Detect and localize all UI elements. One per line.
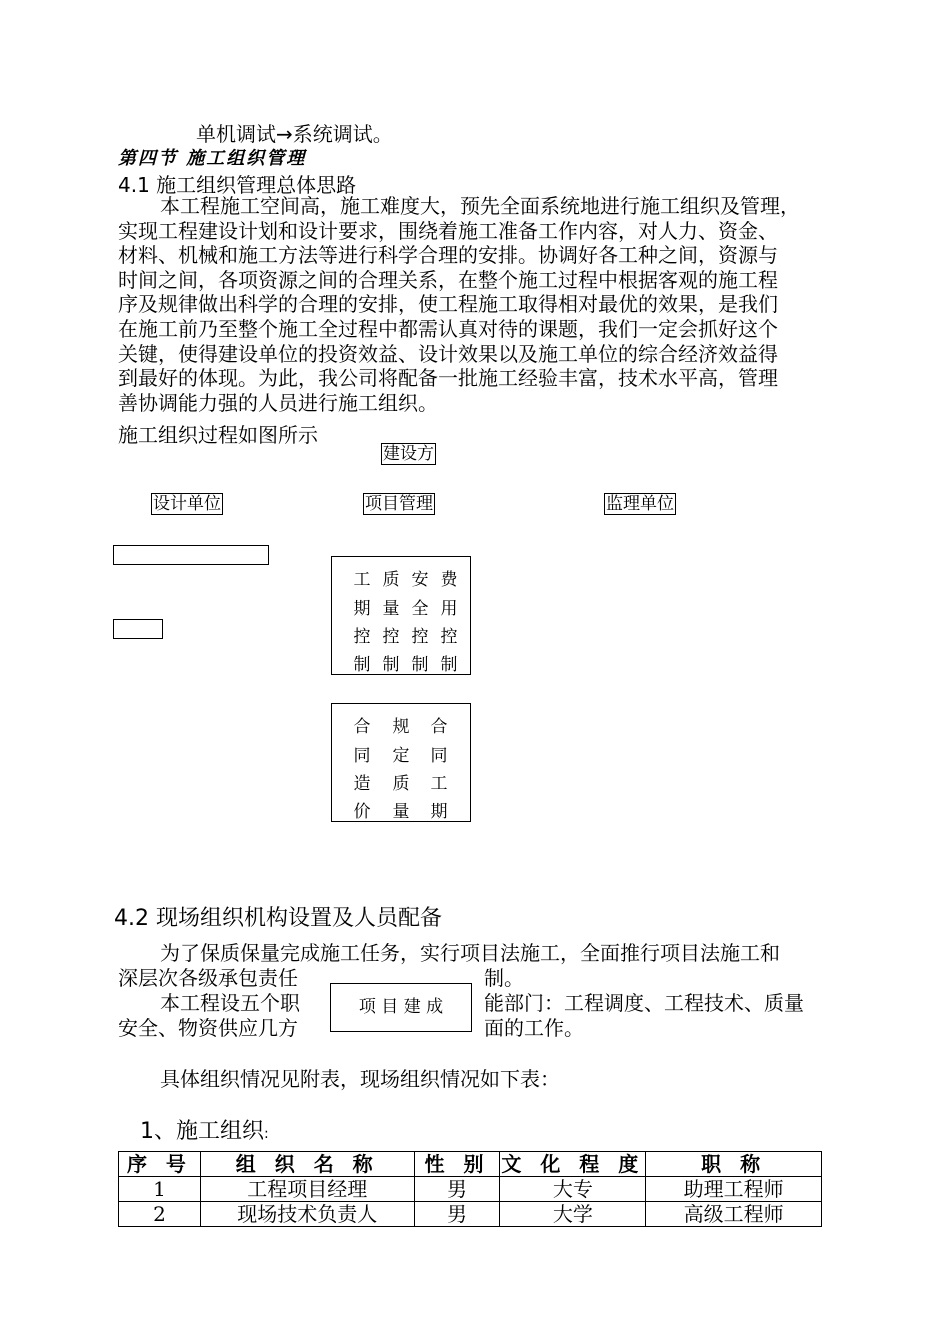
table-header-row — [119, 1152, 822, 1177]
paragraph-line: 在施工前乃至整个施工全过程中都需认真对待的课题，我们一定会抓好这个 — [118, 316, 778, 341]
owner-box: 建设方 — [383, 444, 434, 464]
control-char: 制 — [353, 655, 371, 675]
control-char: 期 — [353, 599, 371, 619]
table-cell: 大专 — [500, 1177, 646, 1202]
control-char: 质 — [382, 570, 400, 590]
supervision-unit-box: 监理单位 — [606, 494, 674, 514]
paragraph-line: 面的工作。 — [484, 1016, 584, 1040]
table-cell: 工程项目经理 — [200, 1177, 414, 1202]
paragraph-line: 时间之间，各项资源之间的合理关系，在整个施工过程中根据客观的施工程 — [118, 267, 778, 292]
control-char: 用 — [440, 599, 458, 619]
paragraph-line: 实现工程建设计划和设计要求，围绕着施工准备工作内容，对人力、资金、 — [118, 218, 778, 243]
design-unit-box: 设计单位 — [153, 494, 221, 514]
empty-box-wide — [113, 545, 269, 565]
control-char: 安 — [411, 570, 429, 590]
empty-box-small — [113, 619, 163, 639]
paragraph-line: 关键，使得建设单位的投资效益、设计效果以及施工单位的综合经济效益得 — [118, 341, 778, 366]
table-cell: 男 — [414, 1177, 500, 1202]
control-char: 制 — [411, 655, 429, 675]
table-cell: 助理工程师 — [646, 1177, 822, 1202]
section-heading: 第四节 施工组织管理 — [118, 148, 307, 169]
paragraph-line: 能部门：工程调度、工程技术、质量 — [484, 991, 804, 1015]
control-char: 全 — [411, 599, 429, 619]
table-cell: 高级工程师 — [646, 1202, 822, 1227]
contract-char: 造 — [353, 774, 371, 794]
control-char: 量 — [382, 599, 400, 619]
column-header: 文 化 程 度 — [501, 1152, 645, 1176]
paragraph-line: 本工程设五个职 — [160, 991, 300, 1015]
column-header: 职 称 — [646, 1152, 822, 1177]
table-heading-text: 1、施工组织 — [140, 1119, 264, 1144]
paragraph-line: 本工程施工空间高，施工难度大，预先全面系统地进行施工组织及管理， — [160, 194, 800, 218]
paragraph-line: 制。 — [484, 966, 524, 990]
table-cell: 男 — [414, 1202, 500, 1227]
column-header: 性 别 — [414, 1152, 500, 1177]
project-complete-box: 项 目 建 成 — [330, 983, 472, 1032]
table-heading-colon: : — [264, 1126, 269, 1142]
paragraph-line: 到最好的体现。为此，我公司将配备一批施工经验丰富，技术水平高，管理 — [118, 366, 778, 391]
paragraph-table-intro: 具体组织情况见附表，现场组织情况如下表： — [160, 1067, 560, 1091]
paragraph-line: 深层次各级承包责任 — [118, 966, 298, 990]
table-row — [119, 1202, 822, 1227]
control-char: 费 — [440, 570, 458, 590]
contract-char: 质 — [392, 774, 410, 794]
staff-table — [118, 1151, 822, 1227]
paragraph-intro — [118, 194, 800, 415]
table-cell: 现场技术负责人 — [200, 1202, 414, 1227]
contract-box — [331, 703, 471, 822]
contract-char: 合 — [353, 717, 371, 737]
sub-heading-4-2: 4.2 现场组织机构设置及人员配备 — [114, 906, 442, 931]
paragraph-line: 材料、机械和施工方法等进行科学合理的安排。协调好各工种之间，资源与 — [118, 243, 778, 268]
table-row — [119, 1177, 822, 1202]
top-line: 单机调试→系统调试。 — [196, 122, 393, 146]
table-cell: 大学 — [500, 1202, 646, 1227]
control-char: 控 — [382, 627, 400, 647]
paragraph-line: 序及规律做出科学的合理的安排，使工程施工取得相对最优的效果，是我们 — [118, 292, 778, 317]
contract-char: 期 — [430, 802, 448, 822]
diagram-caption: 施工组织过程如图所示 — [118, 423, 318, 447]
project-management-box: 项目管理 — [365, 494, 433, 514]
contract-char: 规 — [392, 717, 410, 737]
control-char: 制 — [440, 655, 458, 675]
contract-char: 同 — [430, 746, 448, 766]
control-char: 控 — [411, 627, 429, 647]
table-cell: 2 — [119, 1202, 201, 1227]
table-heading — [140, 1114, 269, 1145]
contract-char: 同 — [353, 746, 371, 766]
contract-char: 工 — [430, 774, 448, 794]
paragraph-line: 善协调能力强的人员进行施工组织。 — [118, 390, 438, 415]
contract-char: 量 — [392, 802, 410, 822]
contract-char: 定 — [392, 746, 410, 766]
control-box — [331, 556, 471, 675]
paragraph-line: 安全、物资供应几方 — [118, 1016, 298, 1040]
contract-char: 价 — [353, 802, 371, 822]
control-char: 控 — [353, 627, 371, 647]
table-cell: 1 — [119, 1177, 201, 1202]
control-char: 工 — [353, 570, 371, 590]
control-char: 控 — [440, 627, 458, 647]
control-char: 制 — [382, 655, 400, 675]
contract-char: 合 — [430, 717, 448, 737]
sub-heading-4-1: 4.1 施工组织管理总体思路 — [118, 173, 357, 197]
column-header: 组 织 名 称 — [200, 1152, 414, 1177]
column-header: 序 号 — [119, 1152, 201, 1177]
paragraph-line: 为了保质保量完成施工任务，实行项目法施工，全面推行项目法施工和 — [160, 941, 780, 965]
